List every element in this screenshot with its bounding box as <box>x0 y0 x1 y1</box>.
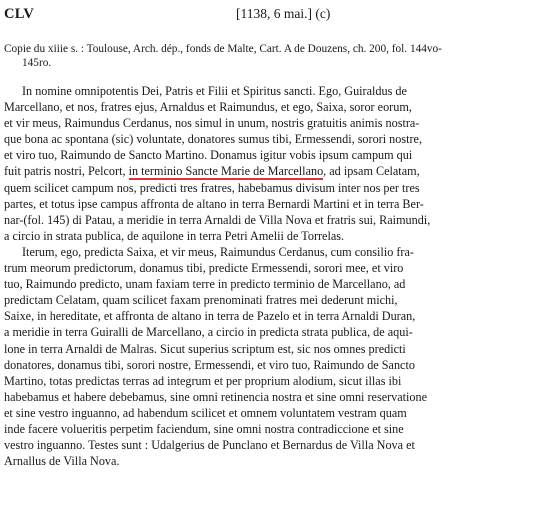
text-line: predictam Celatam, quam scilicet faxam prenominati fratres mei dederunt michi, <box>4 293 398 308</box>
charter-header <box>4 6 546 26</box>
charter-number: CLV <box>4 6 35 22</box>
text-line: a meridie in terra Guiralli de Marcellano, a circio in predicta strata publica, de aqui- <box>4 325 413 340</box>
charter-date: [1138, 6 mai.] (c) <box>236 6 331 21</box>
copy-note-line: 145ro. <box>22 57 52 69</box>
text-segment: , ad ipsam Celatam, <box>323 164 420 179</box>
text-line: quem scilicet campum nos, predicti tres fratres, habebamus divisum inter nos per tres <box>4 180 420 195</box>
text-line: Saixe, in hereditate, et affronta de altano in terra de Pazelo et in terra Arnaldi Duran, <box>4 309 416 324</box>
text-line: Arnallus de Villa Nova. <box>4 454 120 469</box>
text-line: et sine vestro inguanno, ad habendum scilicet et omnem voluntatem vestram quam <box>4 405 407 420</box>
text-segment: fuit patris nostri, Pelcort, <box>4 164 126 179</box>
text-line: partes, et totus ipse campus affronta de altano in terra Bernardi Martini et in terra Ber- <box>4 196 424 211</box>
text-line: donatores, donamus tibi, sorori nostre, Ermessendi, et viro tuo, Raimundo de Sancto <box>4 357 415 372</box>
text-line: Iterum, ego, predicta Saixa, et vir meus, Raimundus Cerdanus, cum consilio fra- <box>22 244 414 259</box>
text-line: a circio in strata publica, de aquilone in terra Petri Amelii de Torrelas. <box>4 228 345 243</box>
text-line: inde facere volueritis perpetim faciendum, sine omni nostra contradiccione et sine <box>4 421 404 436</box>
text-line: que bona ac spontana (sic) voluntate, donatores sumus tibi, Ermessendi, sorori nostre, <box>4 132 423 147</box>
text-line <box>4 163 546 179</box>
copy-note-line: Copie du xiiie s. : Toulouse, Arch. dép., fonds de Malte, Cart. A de Douzens, ch. 200, fol. 144vo- <box>4 43 442 55</box>
text-line: lone in terra Arnaldi de Malras. Sicut superius scriptum est, sic nos omnes predicti <box>4 341 406 356</box>
text-line: tuo, Raimundo predicto, unam faxiam terre in predicto terminio de Marcellano, ad <box>4 277 406 292</box>
copy-note <box>4 42 546 70</box>
text-line: Marcellano, et nos, fratres ejus, Arnaldus et Raimundus, et ego, Saixa, soror eorum, <box>4 100 412 115</box>
text-line: Martino, totas predictas terras ad integrum et per proprium alodium, sicut illas ibi <box>4 373 402 388</box>
text-line: trum meorum predictorum, donamus tibi, predicte Ermessendi, sorori mee, et viro <box>4 261 404 276</box>
text-line: habebamus et habere debebamus, sine omni retinencia nostra et sine omni reservatione <box>4 389 428 404</box>
charter-text <box>4 83 546 469</box>
text-line: vestro inguanno. Testes sunt : Udalgerius de Punclano et Bernardus de Villa Nova et <box>4 438 415 453</box>
text-line: et vir meus, Raimundus Cerdanus, nos simul in unum, nostris gratuitis animis nostra- <box>4 116 420 131</box>
text-line: et viro tuo, Raimundo de Sancto Martino. Donamus igitur vobis ipsum campum qui <box>4 148 413 163</box>
highlighted-phrase: in terminio Sancte Marie de Marcellano <box>128 164 324 179</box>
text-line: nar-(fol. 145) di Patau, a meridie in terra Arnaldi de Villa Nova et fratris sui, Raimundi, <box>4 212 431 227</box>
text-line: In nomine omnipotentis Dei, Patris et Filii et Spiritus sancti. Ego, Guiraldus de <box>22 84 407 98</box>
